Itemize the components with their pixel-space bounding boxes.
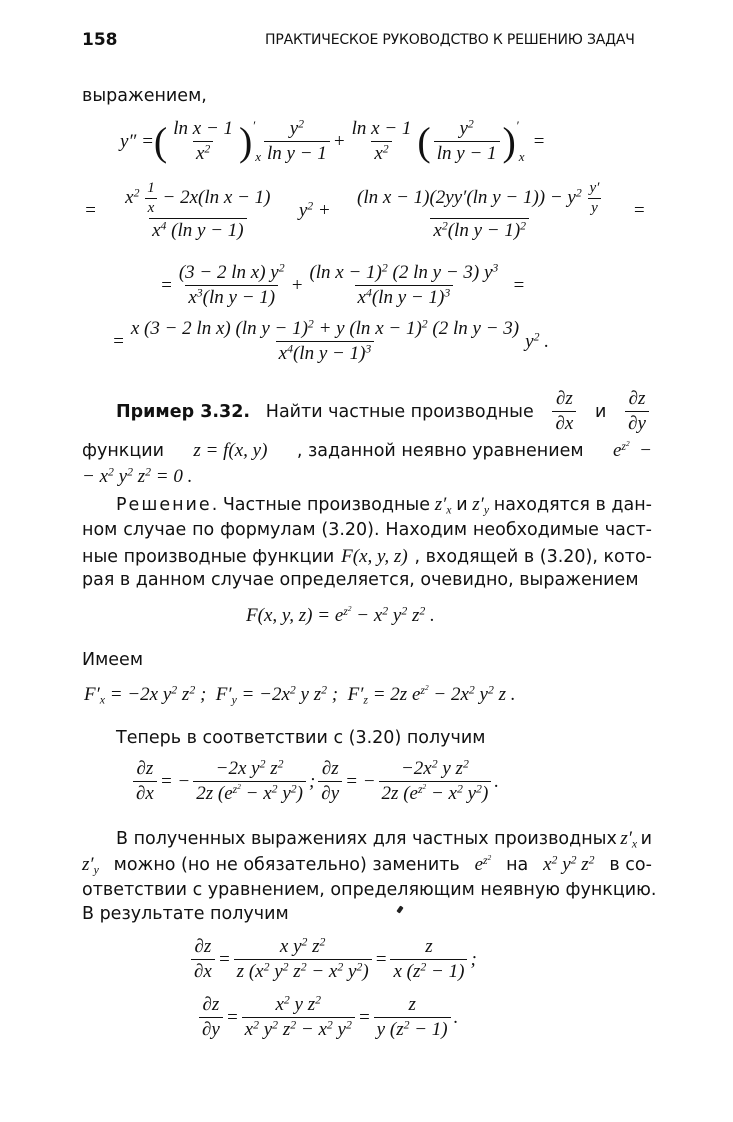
- solution-line2: ном случае по формулам (3.20). Находим необходимые част-: [82, 520, 652, 540]
- example-statement-line2: функции z = f(x, y) , заданной неявно уравнением $e^{z^2}$ −: [82, 438, 652, 461]
- solution-line4: рая в данном случае определяется, очевидно, выражением: [82, 570, 639, 590]
- equation-result-second-derivative: = $\frac{x (3 - 2 \ln x) (\ln y - 1)^2 + y (\ln x - 1)^2 (2 \ln y - 3)}{x^4(\ln y - 1)^3}$ $y^2$ .: [112, 317, 549, 364]
- solution-line3: ные производные функции F(x, y, z) , входящей в (3.20), кото-: [82, 546, 652, 567]
- equation-expansion-2: = $\frac{(3 - 2 \ln x) y^2}{x^3(\ln y - 1)}$ + $\frac{(\ln x - 1)^2 (2 \ln y - 3) y^3}{x^4(\ln y - 1)^3}$ =: [160, 261, 526, 308]
- print-speck: [396, 905, 403, 913]
- closing-line2: $z'_y$ можно (но не обязательно) заменить $e^{z^2}$ на $x^2$ $y^2$ $z^2$ в со-: [82, 852, 652, 877]
- implicit-equation-tail: − $x^2$ $y^2$ $z^2 = 0$ .: [82, 465, 193, 487]
- function-f-definition: F(x, y, $z) = e^{z^2} - x^2$ $y^2$ $z^2$ .: [246, 603, 435, 626]
- solution-line1: Решение. Частные производные $z'_x$ и $z'_y$ находятся в дан-: [116, 494, 652, 517]
- equation-final-dzdy: $\frac{\partial z}{\partial y}$ = $\frac{x^2 y z^2}{x^2 y^2 z^2 - x^2 y^2}$ = $\frac{z}{y (z^2 - 1)}$ .: [196, 994, 458, 1041]
- equation-second-derivative: y″ = ( $\frac{\text{ln x − 1}}{x^2}$ ) ′ x $\frac{y^2}{\text{ln y − 1}}$ + $\frac{\text{ln x − 1}}{x^2}$ ( $\frac{y^2}{\text{ln y − 1}}$ ) ′ x =: [120, 117, 546, 164]
- equation-expansion-1: = $x^2$ $\frac{1}{x}$ − 2x(ln x − 1) $x^4$ (ln y − 1) $y^2$ + (ln x − 1)(2yy′(ln $y - 1)) - y^2$ $\frac{y'}{y}$ $x^2(\ln$ y − 1)$^2$ =: [84, 180, 646, 241]
- page-number: 158: [82, 30, 118, 50]
- intro-line: выражением,: [82, 86, 207, 106]
- example-label: Пример 3.32.: [116, 401, 251, 422]
- imeem-line: Имеем: [82, 650, 144, 670]
- solution-word: Решение: [116, 495, 212, 515]
- closing-line3: ответствии с уравнением, определяющим неявную функцию.: [82, 880, 657, 900]
- equation-final-dzdx: $\frac{\partial z}{\partial x}$ = $\frac{x y^2 z^2}{z (x^2 y^2 z^2 - x^2 y^2)}$ = $\frac{z}{x (z^2 - 1)}$ ;: [188, 936, 477, 983]
- equation-partials-first: $\frac{\partial z}{\partial x}$ = − $\frac{-2x y^2 z^2}{2z (e^{z^2} - x^2 y^2)}$ ; $\frac{\partial z}{\partial y}$ = − $\frac{-2x^2 y z^2}{2z (e^{z^2} - x^2 y^2)}$ .: [130, 758, 499, 805]
- running-title: ПРАКТИЧЕСКОЕ РУКОВОДСТВО К РЕШЕНИЮ ЗАДАЧ: [265, 32, 635, 48]
- closing-line1: В полученных выражениях для частных производных $z'_x$ и: [116, 828, 652, 851]
- example-statement-line1: Пример 3.32. Найти частные производные $\frac{\partial z}{\partial x}$ и $\frac{\partial z}{\partial y}$: [116, 388, 652, 435]
- closing-line4: В результате получим: [82, 904, 289, 924]
- partial-derivatives-f: $F'_x = -2x$ $y^2$ $z^2$ ; $F'_y = -2x^2$ y $z^2$ ; $F'_z = 2z$ $e^{z^2} - 2x^2$ $y^2$ z .: [84, 682, 516, 707]
- teper-line: Теперь в соответствии с (3.20) получим: [116, 728, 486, 748]
